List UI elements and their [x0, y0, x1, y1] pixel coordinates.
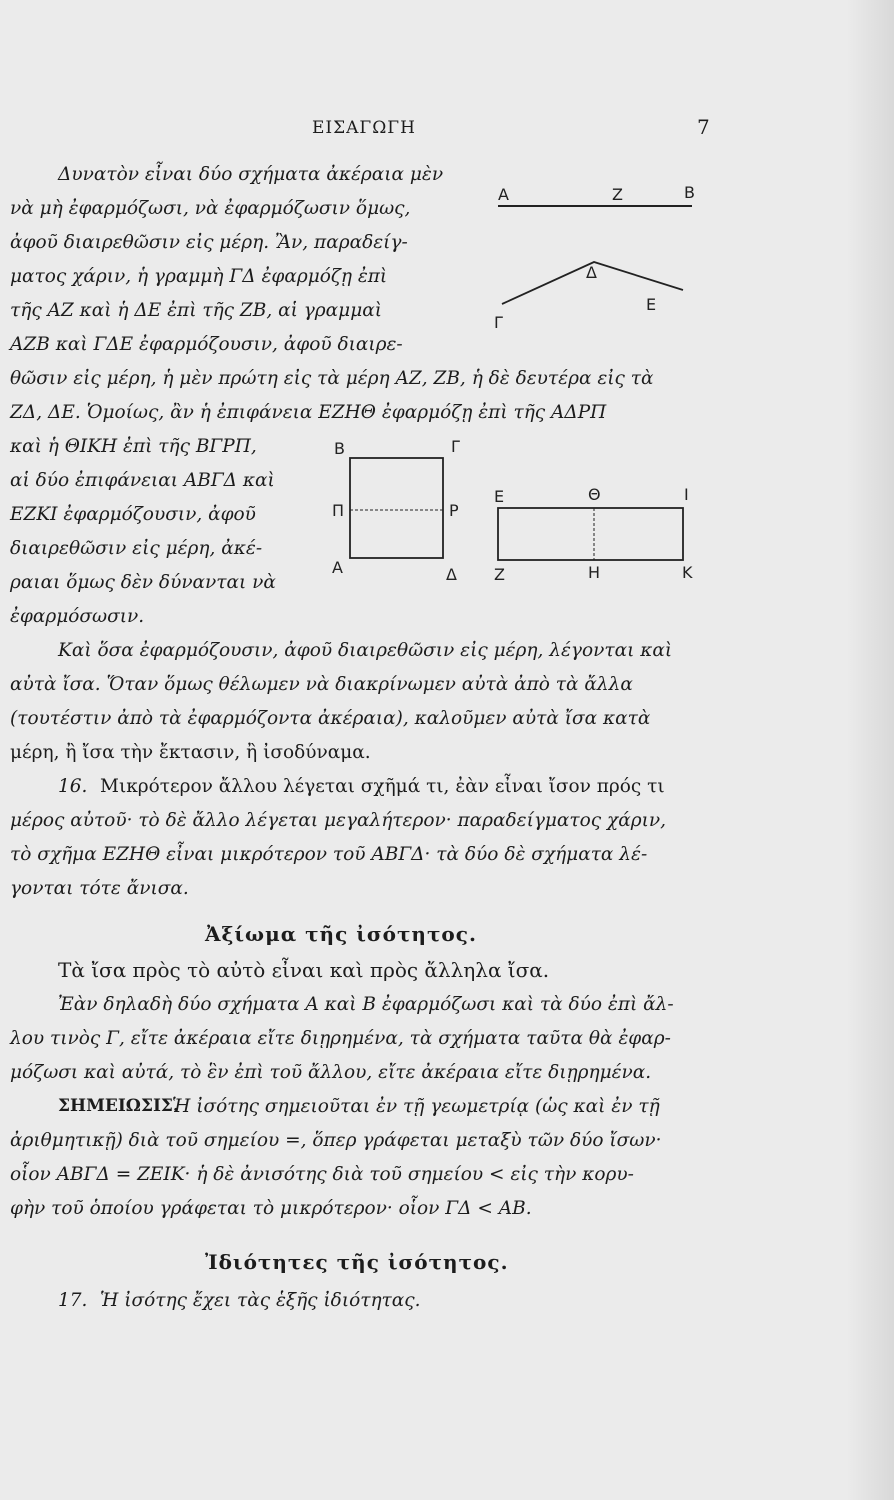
label-e3: Ε — [494, 487, 505, 506]
axiom-statement: Τὰ ἴσα πρὸς τὸ αὐτὸ εἶναι καὶ πρὸς ἄλληλα ἴσα. — [58, 958, 550, 982]
text-line: ἀφοῦ διαιρεθῶσιν εἰς μέρη. Ἂν, παραδείγ- — [10, 232, 408, 253]
square-abgd — [350, 458, 443, 558]
label-z3: Ζ — [494, 565, 505, 584]
label-b: Β — [684, 183, 695, 202]
label-g: Γ — [494, 313, 503, 332]
text-line: οἷον ΑΒΓΔ = ΖΕΙΚ· ἡ δὲ ἀνισότης διὰ τοῦ σημείου < εἰς τὴν κορυ- — [10, 1164, 634, 1185]
text-line: νὰ μὴ ἐφαρμόζωσι, νὰ ἐφαρμόζωσιν ὅμως, — [10, 198, 411, 219]
text-line: ΕΖΚΙ ἐφαρμόζουσιν, ἀφοῦ — [10, 504, 256, 525]
text-line: λου τινὸς Γ, εἴτε ἀκέραια εἴτε διῃρημένα, τὰ σχήματα ταῦτα θὰ ἐφαρ- — [10, 1028, 671, 1049]
running-header: ΕΙΣΑΓΩΓΗ — [312, 118, 416, 138]
text-line: ραιαι ὅμως δὲν δύνανται νὰ — [10, 572, 276, 593]
text-line: Ἐὰν δηλαδὴ δύο σχήματα Α καὶ Β ἐφαρμόζωσι καὶ τὰ δύο ἐπὶ ἄλ- — [58, 994, 674, 1015]
label-b2: Β — [334, 439, 345, 458]
text-line: τὸ σχῆμα ΕΖΗΘ εἶναι μικρότερον τοῦ ΑΒΓΔ· τὰ δύο δὲ σχήματα λέ- — [10, 844, 648, 865]
text-line: καὶ ἡ ΘΙΚΗ ἐπὶ τῆς ΒΓΡΠ, — [10, 436, 257, 457]
figure-rectangle-ezki — [488, 478, 708, 588]
label-z: Ζ — [612, 185, 623, 204]
label-i: Ι — [684, 485, 689, 504]
section-heading: Ἀξίωμα τῆς ἰσότητος. — [205, 922, 477, 946]
text-line: μέρος αὐτοῦ· τὸ δὲ ἄλλο λέγεται μεγαλήτερον· παραδείγματος χάριν, — [10, 810, 666, 831]
paragraph-number: 17. — [58, 1290, 88, 1311]
text-line: ΑΖΒ καὶ ΓΔΕ ἐφαρμόζουσιν, ἀφοῦ διαιρε- — [10, 334, 403, 355]
text-line: τῆς ΑΖ καὶ ἡ ΔΕ ἐπὶ τῆς ΖΒ, αἱ γραμμαὶ — [10, 300, 382, 321]
text-line: ΖΔ, ΔΕ. Ὁμοίως, ἂν ἡ ἐπιφάνεια ΕΖΗΘ ἐφαρμόζῃ ἐπὶ τῆς ΑΔΡΠ — [10, 402, 607, 423]
text-line: διαιρεθῶσιν εἰς μέρη, ἀκέ- — [10, 538, 263, 559]
label-d: Δ — [586, 263, 597, 282]
label-p: Π — [332, 501, 345, 520]
label-th: Θ — [588, 485, 601, 504]
figure-segments — [488, 178, 718, 338]
text-line: Μικρότερον ἄλλου λέγεται σχῆμά τι, ἐὰν εἶναι ἴσον πρός τι — [100, 776, 665, 797]
page-number: 7 — [697, 115, 711, 139]
label-a2: Α — [332, 558, 343, 577]
text-line: Δυνατὸν εἶναι δύο σχήματα ἀκέραια μὲν — [58, 164, 444, 185]
text-line: γονται τότε ἄνισα. — [10, 878, 189, 899]
text-line: αὐτὰ ἴσα. Ὅταν ὅμως θέλωμεν νὰ διακρίνωμεν αὐτὰ ἀπὸ τὰ ἄλλα — [10, 674, 633, 695]
text-line: ματος χάριν, ἡ γραμμὴ ΓΔ ἐφαρμόζῃ ἐπὶ — [10, 266, 388, 287]
rectangle-ezki — [498, 508, 683, 560]
section-heading: Ἰδιότητες τῆς ἰσότητος. — [205, 1250, 509, 1274]
text-line: ἐφαρμόσωσιν. — [10, 606, 145, 627]
text-line: θῶσιν εἰς μέρη, ἡ μὲν πρώτη εἰς τὰ μέρη ΑΖ, ΖΒ, ἡ δὲ δευτέρα εἰς τὰ — [10, 368, 654, 389]
label-h: Η — [588, 563, 601, 582]
label-k: Κ — [682, 563, 693, 582]
label-r: Ρ — [449, 501, 459, 520]
text-line: Καὶ ὅσα ἐφαρμόζουσιν, ἀφοῦ διαιρεθῶσιν εἰς μέρη, λέγονται καὶ — [58, 640, 673, 661]
figure-square-abgd — [328, 438, 468, 588]
paragraph-number: 16. — [58, 776, 88, 797]
text-line: φὴν τοῦ ὁποίου γράφεται τὸ μικρότερον· οἷον ΓΔ < ΑΒ. — [10, 1198, 532, 1219]
text-line: (τουτέστιν ἀπὸ τὰ ἐφαρμόζοντα ἀκέραια), καλοῦμεν αὐτὰ ἴσα κατὰ — [10, 708, 651, 729]
text-line: αἱ δύο ἐπιφάνειαι ΑΒΓΔ καὶ — [10, 470, 275, 491]
note-label: ΣΗΜΕΙΩΣΙΣ. — [58, 1096, 179, 1116]
text-line: μέρη, ἢ ἴσα τὴν ἔκτασιν, ἢ ἰσοδύναμα. — [10, 742, 371, 763]
page-edge-shadow — [846, 0, 894, 1500]
text-line: ἀριθμητικῇ) διὰ τοῦ σημείου =, ὅπερ γράφεται μεταξὺ τῶν δύο ἴσων· — [10, 1130, 662, 1151]
text-line: Ἡ ἰσότης ἔχει τὰς ἑξῆς ἰδιότητας. — [100, 1290, 421, 1311]
text-line: μόζωσι καὶ αὐτά, τὸ ἓν ἐπὶ τοῦ ἄλλου, εἴτε ἀκέραια εἴτε διῃρημένα. — [10, 1062, 652, 1083]
label-d2: Δ — [446, 565, 457, 584]
text-line: Ἡ ἰσότης σημειοῦται ἐν τῇ γεωμετρίᾳ (ὡς καὶ ἐν τῇ — [172, 1096, 660, 1117]
label-g2: Γ — [451, 438, 460, 456]
label-e: Ε — [646, 295, 657, 314]
label-a: Α — [498, 185, 509, 204]
